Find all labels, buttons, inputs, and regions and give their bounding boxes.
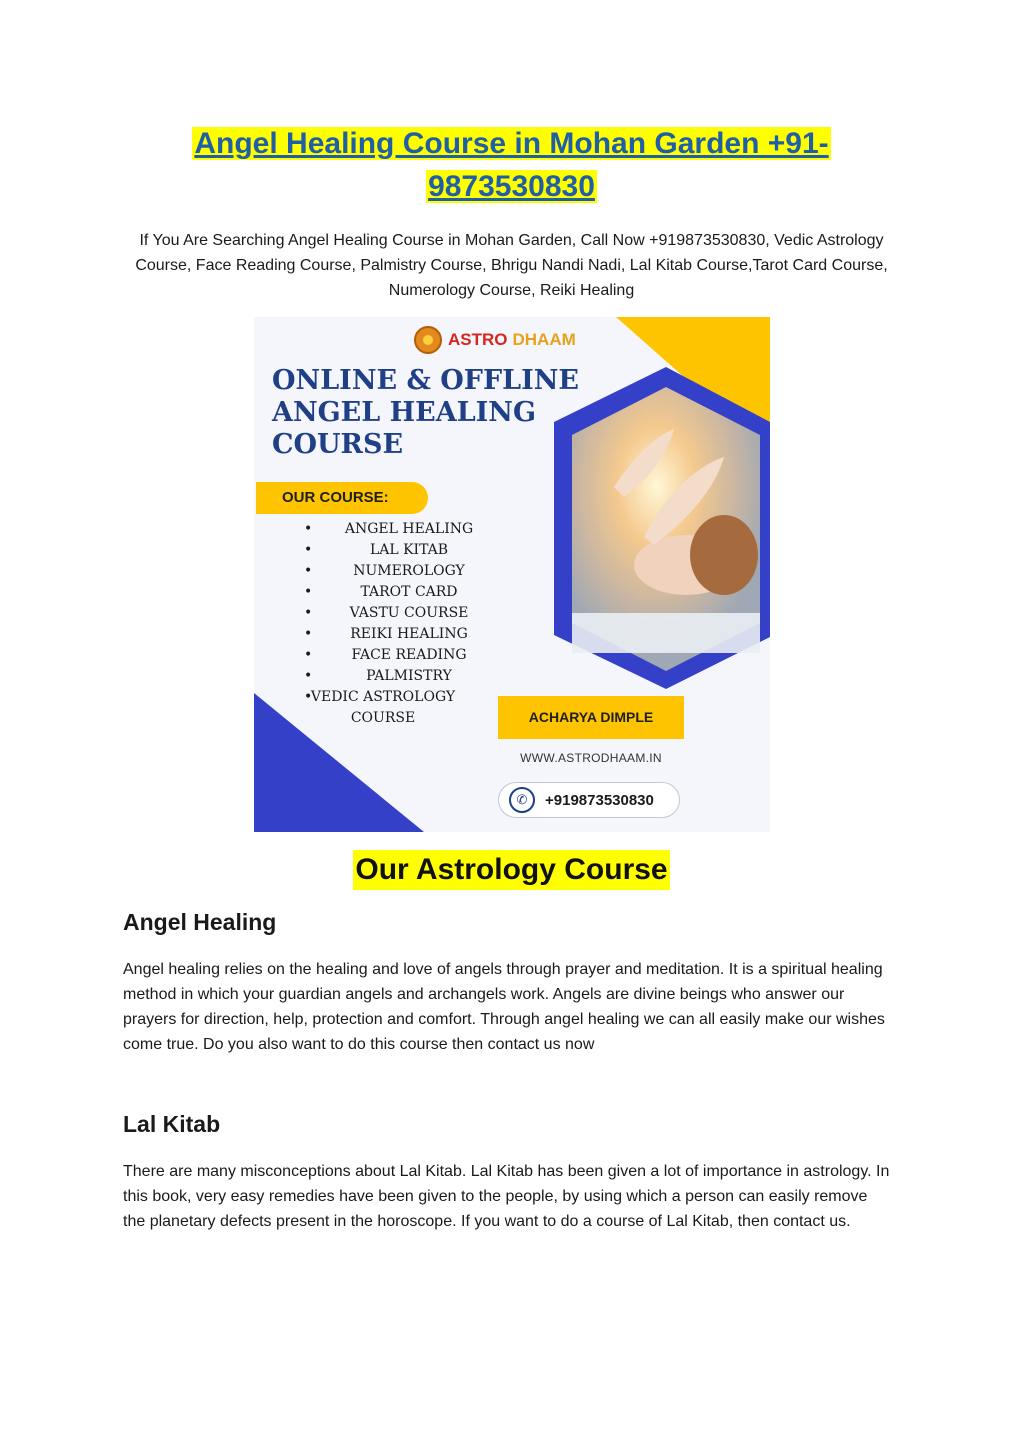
acharya-name-badge: ACHARYA DIMPLE xyxy=(498,696,684,739)
course-list-item: • VEDIC ASTROLOGY COURSE xyxy=(304,689,456,726)
towel-shape xyxy=(572,613,760,653)
logo-dhaam-text: DHAAM xyxy=(512,330,576,349)
logo-astro-text: ASTRO xyxy=(448,330,508,349)
course-poster-image xyxy=(254,317,770,832)
course-list-item: • LAL KITAB xyxy=(304,542,449,558)
page-title-link[interactable]: Angel Healing Course in Mohan Garden +91-9873530830 xyxy=(194,127,829,203)
course-list-item: • PALMISTRY xyxy=(304,668,452,684)
course-list-item: • NUMEROLOGY xyxy=(304,563,465,579)
poster-heading xyxy=(272,365,592,461)
poster-heading-line: ONLINE & OFFLINE xyxy=(272,365,579,396)
astro-dhaam-logo xyxy=(414,323,576,357)
lal-kitab-paragraph: There are many misconceptions about Lal Kitab. Lal Kitab has been given a lot of importance in astrology. In this book, very easy remedies have been given to the people, by using which a person can easily remove the planetary defects present in the horoscope. If you want to do a course of Lal Kitab, then contact us. xyxy=(123,1163,890,1230)
course-list xyxy=(280,519,510,729)
poster-heading-line: ANGEL HEALING xyxy=(272,397,537,428)
course-list-item: • FACE READING xyxy=(304,647,467,663)
section-title-wrap xyxy=(0,850,1023,890)
angel-healing-heading: Angel Healing xyxy=(123,909,277,935)
phone-pill xyxy=(498,782,680,818)
section-title: Our Astrology Course xyxy=(353,850,669,890)
poster-heading-line: COURSE xyxy=(272,429,404,460)
phone-number: +919873530830 xyxy=(545,791,654,809)
website-text: WWW.ASTRODHAAM.IN xyxy=(520,751,662,765)
logo-emblem-icon xyxy=(414,326,442,354)
our-course-label: OUR COURSE: xyxy=(256,482,428,514)
course-list-item: • VASTU COURSE xyxy=(304,605,469,621)
hair-shape xyxy=(690,515,758,595)
title-wrap xyxy=(0,122,1023,208)
course-list-item: • ANGEL HEALING xyxy=(304,521,474,537)
lal-kitab-heading: Lal Kitab xyxy=(123,1111,221,1137)
course-list-item: • REIKI HEALING xyxy=(304,626,468,642)
angel-healing-paragraph: Angel healing relies on the healing and love of angels through prayer and meditation. It is a spiritual healing method in which your guardian angels and archangels work. Angels are divine beings who answer our prayers for direction, help, protection and comfort. Through angel healing we can all easily make our wishes come true. Do you also want to do this course then contact us now xyxy=(123,961,885,1053)
phone-icon: ✆ xyxy=(509,787,535,813)
course-list-item: • TAROT CARD xyxy=(304,584,458,600)
intro-paragraph: If You Are Searching Angel Healing Course in Mohan Garden, Call Now +919873530830, Vedic Astrology Course, Face Reading Course, Palmistry Course, Bhrigu Nandi Nadi, Lal Kitab Course,Tarot Card Course, Numerology Course, Reiki Healing xyxy=(135,232,888,299)
